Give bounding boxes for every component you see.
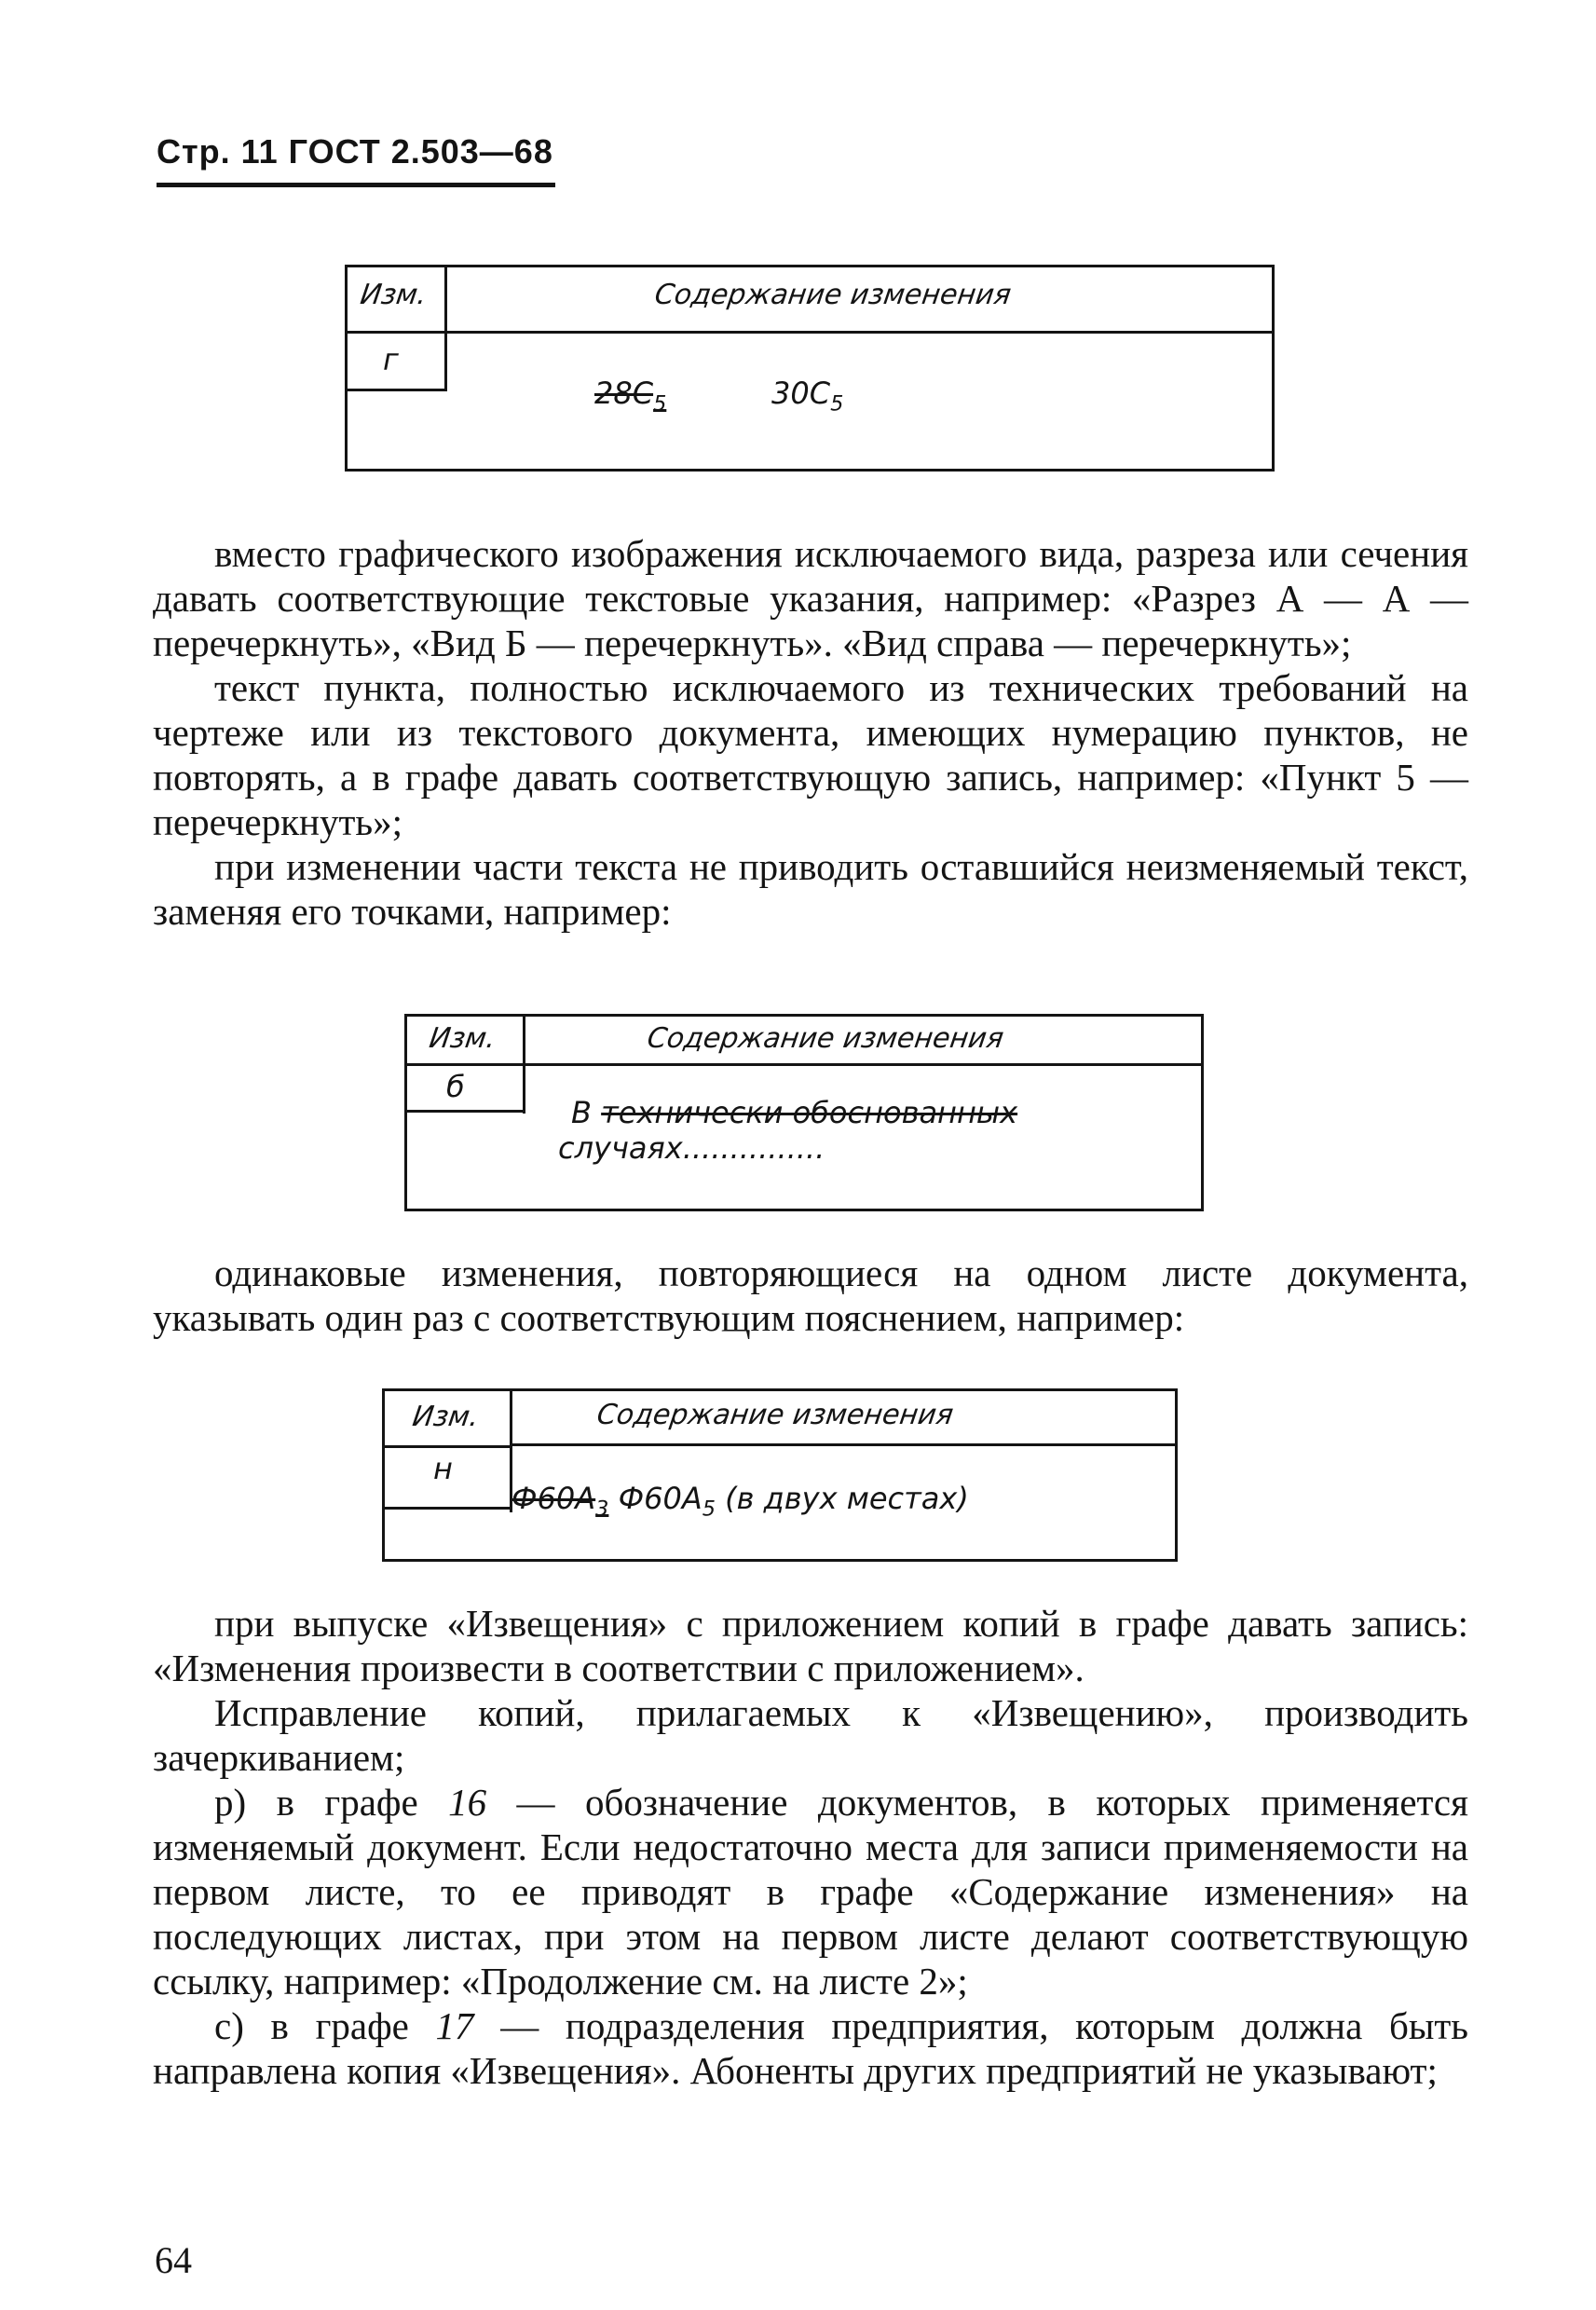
column-divider (444, 267, 447, 391)
paragraph: при выпуске «Извещения» с приложением копий в графе давать запись: «Изменения произвести в соответствии с приложением». (153, 1602, 1468, 1689)
struck-text: технически обоснованных (601, 1095, 1018, 1130)
change-table-3 (382, 1388, 1178, 1562)
paragraph: текст пункта, полностью исключаемого из технических требований на чертеже или из текстового документа, имеющих нумерацию пунктов, не повторять, а в графе давать соответствующую запись, например: «Пункт 5 — перечеркнуть»; (153, 666, 1468, 843)
paragraph: при изменении части текста не приводить оставшийся неизменяемый текст, заменяя его точками, например: (153, 845, 1468, 933)
header-rule (157, 183, 555, 187)
header-underline-left (348, 331, 444, 334)
page-header (157, 132, 555, 171)
paragraph: одинаковые изменения, повторяющиеся на одном листе документа, указывать один раз с соответствующим пояснением, например: (153, 1251, 1468, 1339)
text-block-2 (153, 1251, 1468, 1340)
col-header-content: Содержание изменения (652, 279, 1014, 311)
col-header-content: Содержание изменения (594, 1399, 956, 1431)
changed-text-continuation: случаях............... (558, 1130, 825, 1166)
mark-cell-border (407, 1110, 525, 1113)
paragraph: Исправление копий, прилагаемых к «Извещению», производить зачеркиванием; (153, 1691, 1468, 1779)
header-divider (444, 331, 1272, 334)
change-table-2 (404, 1014, 1204, 1211)
mark-cell-border (348, 389, 447, 391)
header-title: Стр. 11 ГОСТ 2.503—68 (157, 132, 553, 171)
change-table-1 (345, 265, 1275, 472)
header-divider (510, 1443, 1175, 1446)
change-mark: н (433, 1451, 453, 1486)
changed-text: В технически обоснованных (571, 1095, 1018, 1130)
change-mark: б (446, 1069, 465, 1104)
paragraph: р) в графе 16 — обозначение документов, в которых применяется изменяемый документ. Если недостаточно места для записи применяемости на первом листе, то ее приводят в графе «Содержание изменения» на последующих листах, при этом на первом листе делают соответствующую ссылку, например: «Продолжение см. на листе 2»; (153, 1781, 1468, 2002)
paragraph: вместо графического изображения исключаемого вида, разреза или сечения давать соответствующие текстовые указания, например: «Разрез А — А — перечеркнуть», «Вид Б — перечеркнуть». «Вид справа — перечеркнуть»; (153, 532, 1468, 664)
col-header-izm: Изм. (427, 1022, 498, 1055)
header-underline-left (407, 1063, 523, 1066)
col-header-izm: Изм. (410, 1401, 482, 1433)
change-mark: г (383, 342, 399, 377)
paragraph: с) в графе 17 — подразделения предприятия, которым должна быть направлена копия «Извещения». Абоненты других предприятий не указывают; (153, 2004, 1468, 2092)
text-block-1 (153, 531, 1468, 934)
col-header-content: Содержание изменения (645, 1022, 1006, 1055)
old-value: $28С_5$ (594, 376, 667, 417)
changed-values: $Ф60А_3$ $Ф60А_5$ (в двух местах) (512, 1481, 969, 1522)
text-block-3 (153, 1601, 1468, 2093)
new-value: $30С_5$ (771, 376, 844, 417)
header-divider (523, 1063, 1201, 1066)
mark-cell-border (385, 1507, 512, 1510)
header-underline-left (385, 1445, 510, 1448)
page-number: 64 (155, 2239, 192, 2281)
col-header-izm: Изм. (358, 279, 430, 311)
